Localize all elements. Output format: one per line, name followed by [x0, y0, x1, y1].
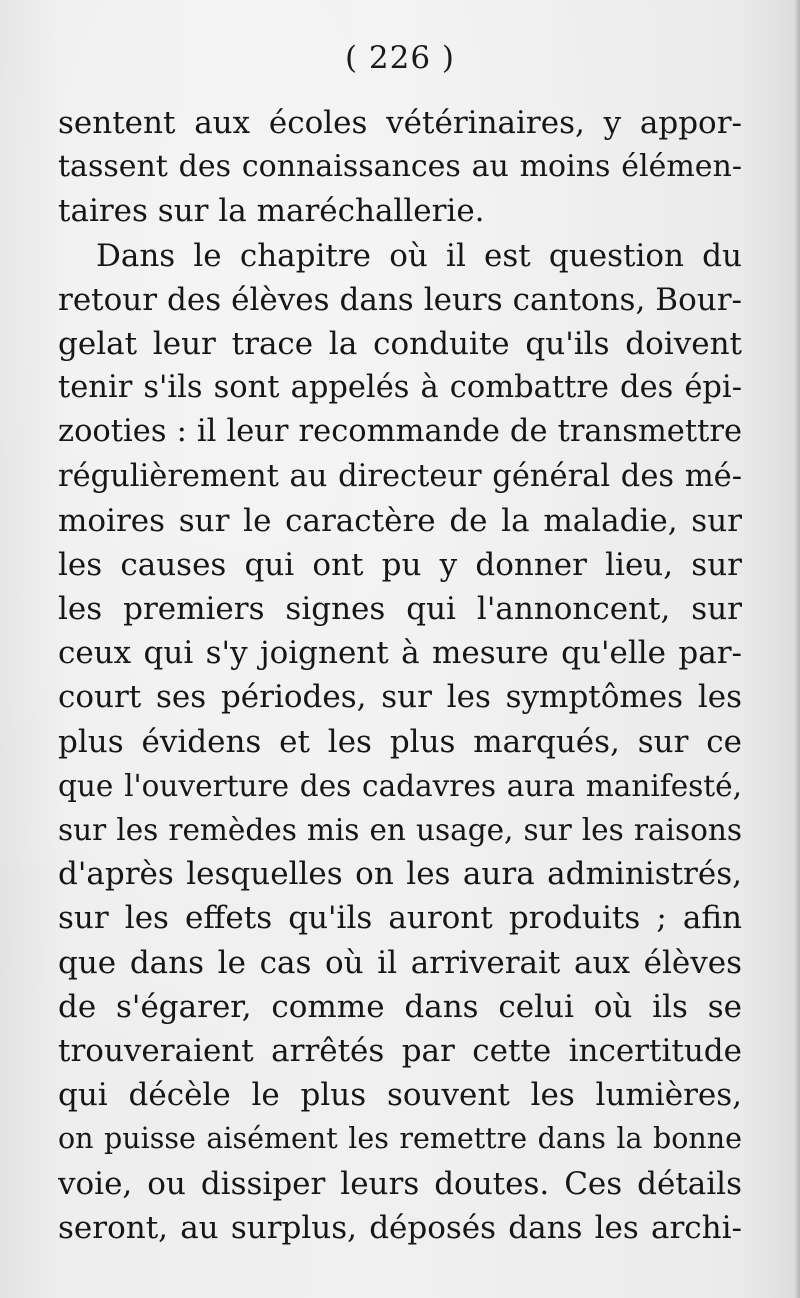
text-line: plus évidens et les plus marqués, sur ce: [58, 723, 742, 760]
text-line: tenir s'ils sont appelés à combattre des épi-: [58, 370, 742, 406]
text-line: trouveraient arrêtés par cette incertitude: [58, 1032, 742, 1069]
text-line: tassent des connaissances au moins élémen-: [58, 149, 742, 185]
text-line: gelat leur trace la conduite qu'ils doivent: [58, 325, 742, 362]
text-line: sentent aux écoles vétérinaires, y appor-: [58, 105, 742, 141]
text-line: de s'égarer, comme dans celui où ils se: [58, 988, 742, 1025]
text-line: Dans le chapitre où il est question du: [96, 237, 742, 274]
text-line: ceux qui s'y joignent à mesure qu'elle par-: [58, 635, 742, 672]
page-number: ( 226 ): [344, 40, 456, 76]
text-line: que dans le cas où il arriverait aux élèves: [58, 944, 742, 981]
text-line: seront, au surplus, déposés dans les archi-: [58, 1209, 742, 1246]
text-line: régulièrement au directeur général des mé-: [58, 458, 742, 494]
text-line: retour des élèves dans leurs cantons, Bour-: [58, 281, 742, 318]
text-line: sur les effets qu'ils auront produits ; afin: [58, 900, 742, 937]
text-line: zooties : il leur recommande de transmettre: [58, 414, 742, 450]
text-line: court ses périodes, sur les symptômes les: [58, 679, 742, 716]
text-line: voie, ou dissiper leurs doutes. Ces détails: [58, 1165, 742, 1202]
text-line: d'après lesquelles on les aura administrés,: [58, 856, 742, 893]
text-line: moires sur le caractère de la maladie, sur: [58, 502, 742, 539]
text-line: les causes qui ont pu y donner lieu, sur: [58, 546, 742, 583]
text-line: les premiers signes qui l'annoncent, sur: [58, 591, 742, 628]
text-line: on puisse aisément les remettre dans la bonne: [58, 1122, 742, 1156]
page-edge-shadow: [794, 0, 800, 1298]
body-text: [58, 101, 742, 1250]
text-line: sur les remèdes mis en usage, sur les raisons: [58, 813, 742, 847]
text-line: taires sur la maréchallerie.: [58, 193, 485, 230]
text-line: que l'ouverture des cadavres aura manifesté,: [58, 768, 742, 803]
text-line: qui décèle le plus souvent les lumières,: [58, 1077, 742, 1114]
